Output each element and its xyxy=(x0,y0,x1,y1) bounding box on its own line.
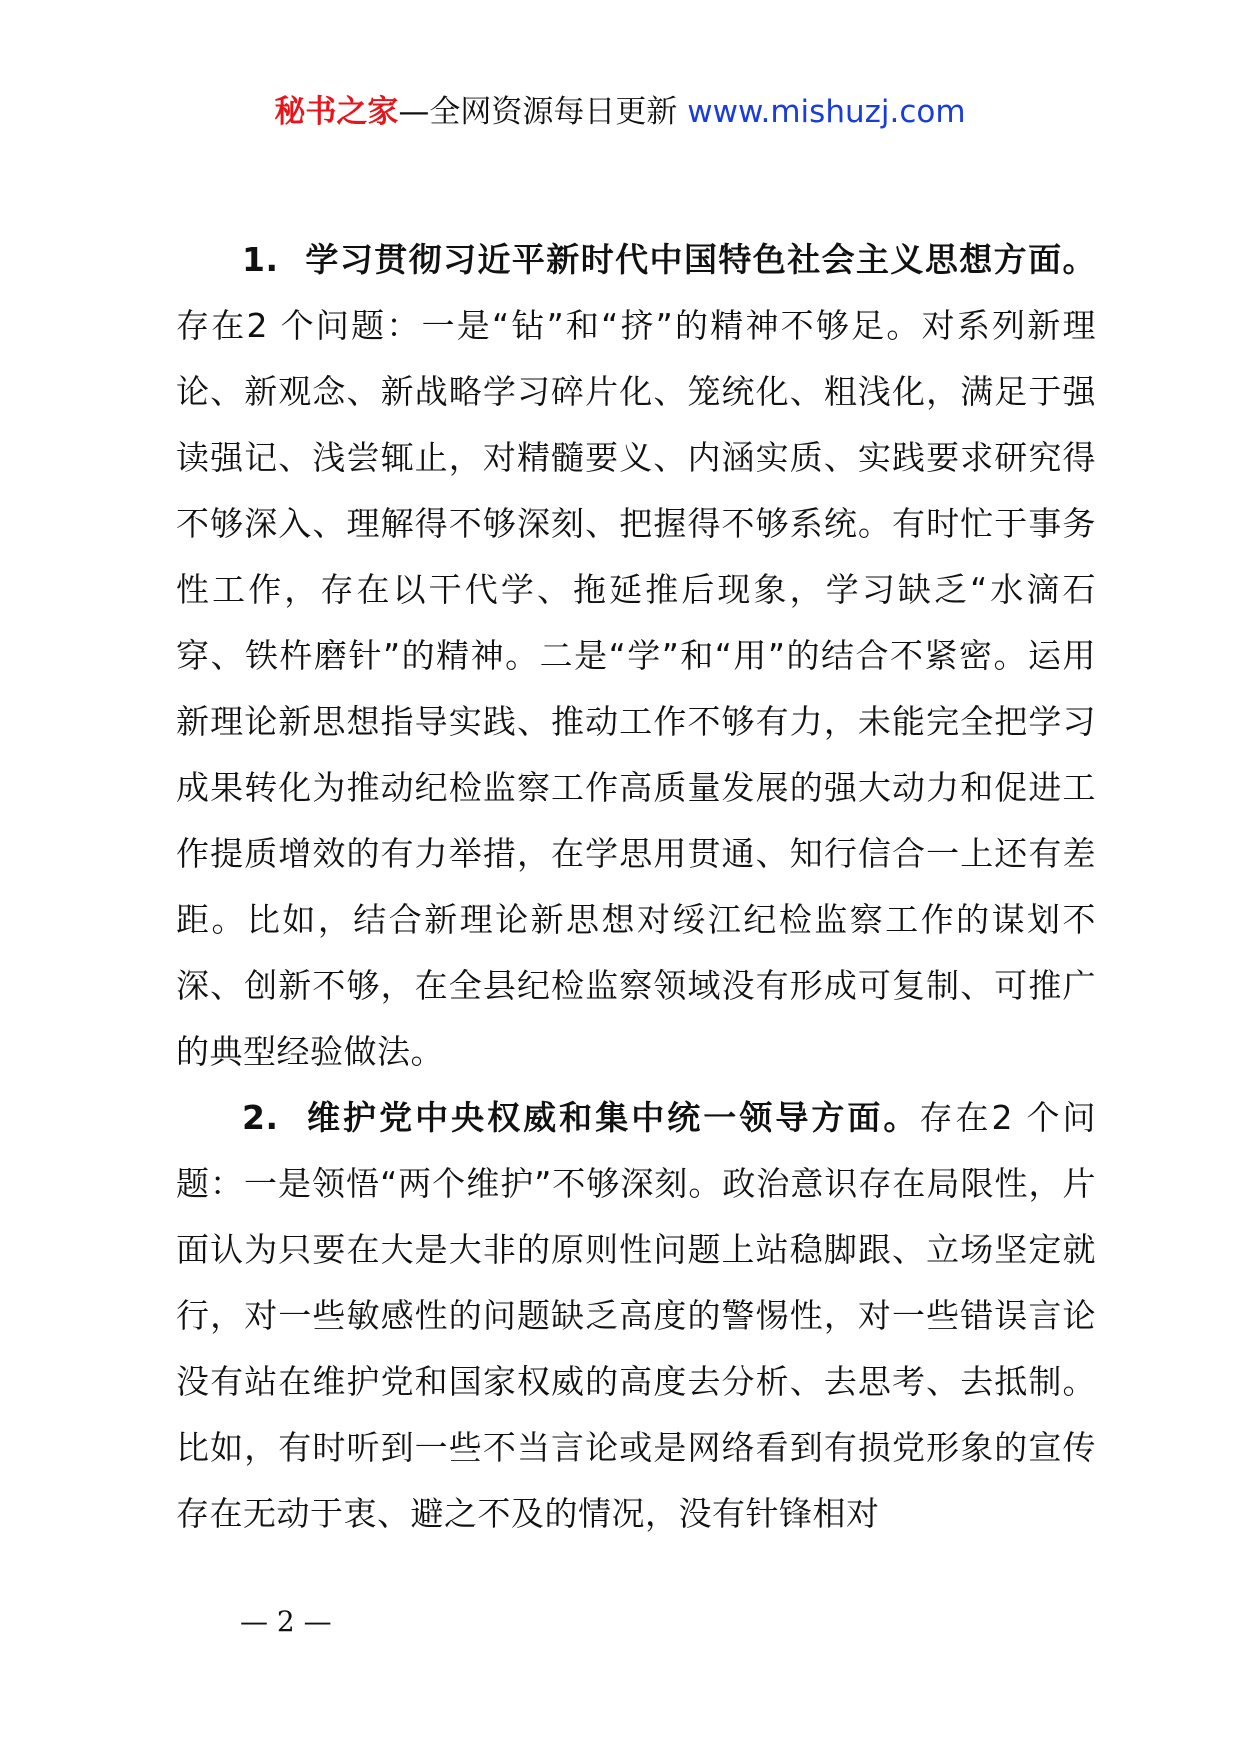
website-link[interactable]: www.mishuzj.com xyxy=(687,94,966,130)
section-2-number: 2. xyxy=(242,1098,279,1137)
banner-slogan: —全网资源每日更新 xyxy=(398,94,678,130)
section-1-text: 存在2 个问题：一是“钻”和“挤”的精神不够足。对系列新理论、新观念、新战略学习碎片化、笼统化、粗浅化，满足于强读强记、浅尝辄止，对精髓要义、内涵实质、实践要求研究得不够深入、理解得不够深刻、把握得不够系统。有时忙于事务性工作，存在以干代学、拖延推后现象，学习缺乏“水滴石穿、铁杵磨针”的精神。二是“学”和“用”的结合不紧密。运用新理论新思想指导实践、推动工作不够有力，未能完全把学习成果转化为推动纪检监察工作高质量发展的强大动力和促进工作提质增效的有力举措，在学思用贯通、知行信合一上还有差距。比如，结合新理论新思想对绥江纪检监察工作的谋划不深、创新不够，在全县纪检监察领域没有形成可复制、可推广的典型经验做法。 xyxy=(176,306,1096,1071)
section-1-number: 1. xyxy=(242,240,279,279)
document-body xyxy=(176,227,1096,1547)
section-1-heading: 学习贯彻习近平新时代中国特色社会主义思想方面。 xyxy=(304,240,1096,279)
section-2 xyxy=(176,1085,1096,1547)
section-1 xyxy=(176,227,1096,1085)
brand-name: 秘书之家 xyxy=(274,94,399,130)
page-number: — 2 — xyxy=(240,1605,332,1638)
header-banner xyxy=(0,92,1240,132)
section-2-text: 存在2 个问题：一是领悟“两个维护”不够深刻。政治意识存在局限性，片面认为只要在大是大非的原则性问题上站稳脚跟、立场坚定就行，对一些敏感性的问题缺乏高度的警惕性，对一些错误言论没有站在维护党和国家权威的高度去分析、去思考、去抵制。比如，有时听到一些不当言论或是网络看到有损党形象的宣传存在无动于衷、避之不及的情况，没有针锋相对 xyxy=(176,1098,1096,1533)
section-2-heading: 维护党中央权威和集中统一领导方面。 xyxy=(304,1098,920,1137)
